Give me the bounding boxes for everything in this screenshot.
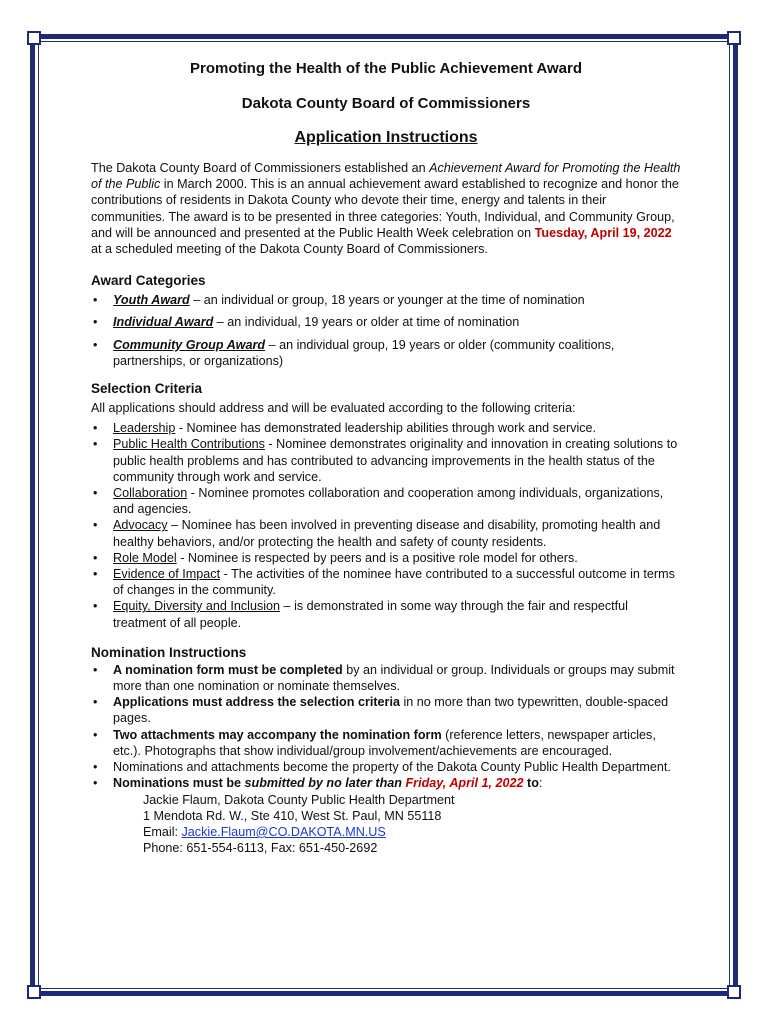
selection-lead: All applications should address and will be evaluated according to the following criteria: bbox=[91, 401, 576, 416]
award-categories-list bbox=[91, 292, 681, 369]
document-body bbox=[91, 58, 681, 856]
list-item: • Leadership - Nominee has demonstrated leadership abilities through work and service. bbox=[91, 420, 681, 436]
list-item: • Advocacy – Nominee has been involved in preventing disease and disability, promoting health and healthy behaviors, and/or protecting the health and safety of county residents. bbox=[91, 517, 681, 549]
celebration-date: Tuesday, April 19, 2022 bbox=[534, 225, 672, 240]
corner-ornament bbox=[27, 985, 41, 999]
list-item: • Applications must address the selection criteria in no more than two typewritten, double-spaced pages. bbox=[91, 694, 681, 726]
contact-block bbox=[113, 792, 681, 857]
list-item: • Equity, Diversity and Inclusion – is demonstrated in some way through the fair and respectful treatment of all people. bbox=[91, 598, 681, 630]
corner-ornament bbox=[27, 31, 41, 45]
list-item: • Community Group Award – an individual group, 19 years or older (community coalitions, partnerships, or organizations) bbox=[91, 337, 681, 369]
corner-ornament bbox=[727, 985, 741, 999]
list-item: • Collaboration - Nominee promotes collaboration and cooperation among individuals, organizations, and agencies. bbox=[91, 485, 681, 517]
contact-phone: Phone: 651-554-6113, Fax: 651-450-2692 bbox=[143, 841, 378, 856]
nomination-heading: Nomination Instructions bbox=[91, 644, 247, 660]
award-title: Promoting the Health of the Public Achievement Award bbox=[190, 60, 582, 77]
corner-ornament bbox=[727, 31, 741, 45]
list-item: • Nominations and attachments become the property of the Dakota County Public Health Department. bbox=[91, 759, 681, 775]
deadline-date: Friday, April 1, 2022 bbox=[405, 776, 524, 791]
email-link[interactable]: Jackie.Flaum@CO.DAKOTA.MN.US bbox=[181, 824, 386, 839]
list-item: • Public Health Contributions - Nominee demonstrates originality and innovation in creating solutions to public health problems and has contributed to advancing improvements in the health status of the community through work and service. bbox=[91, 436, 681, 485]
contact-email-line: Email: Jackie.Flaum@CO.DAKOTA.MN.US bbox=[143, 824, 386, 839]
page-heading: Application Instructions bbox=[294, 129, 478, 146]
selection-criteria-list bbox=[91, 420, 681, 631]
contact-name: Jackie Flaum, Dakota County Public Health Department bbox=[143, 792, 455, 807]
selection-criteria-heading: Selection Criteria bbox=[91, 381, 203, 397]
intro-paragraph: The Dakota County Board of Commissioners established an Achievement Award for Promoting the Health of the Public in March 2000. This is an annual achievement award established to recognize and honor the contributions of residents in Dakota County who devote their time, energy and talents in their communities. The award is to be presented in three categories: Youth, Individual, and Community Group, and will be announced and presented at the Public Health Week celebration on Tuesday, April 19, 2022 at a scheduled meeting of the Dakota County Board of Commissioners. bbox=[91, 161, 681, 257]
board-title: Dakota County Board of Commissioners bbox=[241, 95, 531, 112]
list-item: • Individual Award – an individual, 19 years or older at time of nomination bbox=[91, 314, 681, 330]
deadline-item: • Nominations must be submitted by no later than Friday, April 1, 2022 to: Jackie Flaum, Dakota County Public Health Department 1 Mendota Rd. W., Ste 410, West St. Paul, MN 55118 Email: Jackie.Flaum@CO.DAKOTA.MN.US Phone: 651-554-6113, Fax: 651-450-2692 bbox=[91, 775, 681, 856]
contact-address: 1 Mendota Rd. W., Ste 410, West St. Paul, MN 55118 bbox=[143, 808, 442, 823]
list-item: • Two attachments may accompany the nomination form (reference letters, newspaper articles, etc.). Photographs that show individual/group involvement/achievements are encouraged. bbox=[91, 727, 681, 759]
list-item: • Role Model - Nominee is respected by peers and is a positive role model for others. bbox=[91, 550, 681, 566]
award-categories-heading: Award Categories bbox=[91, 273, 206, 289]
list-item: • Evidence of Impact - The activities of the nominee have contributed to a successful outcome in terms of changes in the community. bbox=[91, 566, 681, 598]
list-item: • A nomination form must be completed by an individual or group. Individuals or groups may submit more than one nomination or nominate themselves. bbox=[91, 662, 681, 694]
award-name: Achievement Award for Promoting the Health of the Public bbox=[91, 161, 681, 192]
nomination-list bbox=[91, 662, 681, 856]
list-item: • Youth Award – an individual or group, 18 years or younger at the time of nomination bbox=[91, 292, 681, 308]
